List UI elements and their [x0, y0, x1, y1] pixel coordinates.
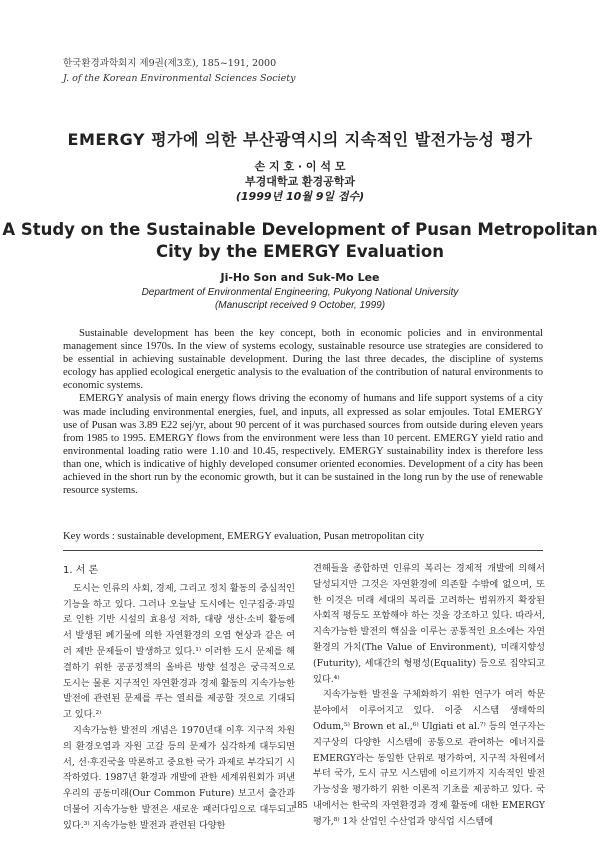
authors-english — [0, 271, 600, 312]
journal-header — [63, 56, 295, 86]
journal-line-ko: 한국환경과학회지 제9권(제3호), 185~191, 2000 — [63, 58, 277, 69]
author-names-ko: 손 지 호 · 이 석 모 — [254, 160, 346, 173]
title-english-line1: A Study on the Sustainable Development of Pusan Metropolitan — [2, 220, 598, 239]
body-paragraph: 견해들을 종합하면 인류의 복리는 경제적 개발에 의해서 달성되지만 그것은 자연환경에 의존할 수밖에 없으며, 또한 이것은 미래 세대의 복리를 고려하는 범위까지 확장된 사회적 평등도 포함해야 하는 것을 강조하고 있다. 따라서, 지속가능한 발전의 핵심을 이루는 공통적인 요소에는 자연환경의 가치(The Value of Environment), 미래지향성(Futurity), 세대간의 형평성(Equality) 등으로 집약되고 있다.⁴⁾ — [313, 563, 545, 685]
divider — [63, 550, 543, 551]
title-english-line2: City by the EMERGY Evaluation — [156, 242, 444, 261]
section-heading-introduction: 1. 서 론 — [63, 565, 99, 576]
title-english — [0, 219, 600, 263]
title-korean: EMERGY 평가에 의한 부산광역시의 지속적인 발전가능성 평가 — [67, 130, 533, 149]
body-paragraph: 지속가능한 발전을 구체화하기 위한 연구가 여러 학문 분야에서 이루어지고 있다. 이중 시스템 생태학의 Odum,⁵⁾ Brown et al.,⁶⁾ Ulgiati et al.⁷⁾ 등의 연구자는 지구상의 다양한 시스템에 공통으로 관여하는 에너지를 EMERGY라는 동일한 단위로 평가하여, 지구적 차원에서부터 국가, 도시 규모 시스템에 이르기까지 지속적인 발전가능성을 평가하기 위한 이론적 기초를 제공하고 있다. 국내에서는 한국의 자연환경과 경제 활동에 대한 EMERGY 평가,⁸⁾ 1차 산업인 수산업과 양식업 시스템에 — [313, 689, 545, 827]
received-date-en: (Manuscript received 9 October, 1999) — [214, 300, 386, 311]
author-names-en: Ji-Ho Son and Suk-Mo Lee — [220, 271, 380, 284]
page-number: 185 — [292, 800, 308, 811]
journal-line-en: J. of the Korean Environmental Sciences Society — [63, 73, 296, 84]
affiliation-ko: 부경대학교 환경공학과 — [244, 175, 356, 188]
abstract-paragraph-2: EMERGY analysis of main energy flows driving the economy of humans and life support systems of a city was made including environmental energies, fuel, and inputs, all expressed as solar emjoules. Total EMERGY use of Pusan was 3.89 E22 sej/yr, about 90 percent of it was purchased sources from outside during eleven years from 1985 to 1995. EMERGY flows from the environment were less than 10 percent. EMERGY yield ratio and environmental loading ratio were 1.10 and 10.45, respectively. EMERGY sustainability index is therefore less than one, which is indicative of highly developed consumer oriented economies. Development of a city has been achieved in the short run by the economic growth, but it can be sustained in the long run by the use of renewable resource systems. — [63, 393, 543, 497]
abstract — [63, 327, 543, 497]
affiliation-en: Department of Environmental Engineering, Pukyong National University — [141, 287, 459, 298]
body-column-right — [313, 561, 545, 830]
authors-korean — [0, 159, 600, 204]
abstract-paragraph-1: Sustainable development has been the key concept, both in economic policies and in environmental management since 1970s. In the view of systems ecology, sustainable resource use strategies are considered to be essential in achieving sustainable development. During the last three decades, the discipline of systems ecology has applied ecological energetic analysis to the evaluation of the contribution of natural environments to economic systems. — [63, 328, 543, 392]
received-date-ko: (1999년 10월 9일 접수) — [235, 190, 365, 203]
body-paragraph: 지속가능한 발전의 개념은 1970년대 이후 지구적 차원의 환경오염과 자원 고갈 등의 문제가 심각하게 대두되면서, 선·후진국을 막론하고 중요한 국가 과제로 부각되기 시작하였다. 1987년 환경과 개발에 관한 세계위원회가 펴낸 우리의 공동미래(Our Common Future) 보고서 출간과 더불어 지속가능한 발전은 새로운 패러다임으로 대두되고 있다.³⁾ 지속가능한 발전과 관련된 다양한 — [63, 724, 295, 831]
body-paragraph: 도시는 인류의 사회, 경제, 그리고 정치 활동의 중심적인 기능을 하고 있다. 그러나 오늘날 도시에는 인구집중·과밀로 인한 기반 시설의 효용성 저하, 대량 생산·소비 활동에서 발생된 폐기물에 의한 자연환경의 오염 현상과 같은 여러 제반 문제들이 발생하고 있다.¹⁾ 이러한 도시 문제를 해결하기 위한 공공정책의 올바른 방향 설정은 궁극적으로 도시는 물론 지구적인 자연환경과 경제 활동의 지속가능한 발전에 관련된 문제를 푸는 열쇠를 제공할 것으로 기대되고 있다.²⁾ — [63, 582, 295, 721]
body-column-left — [63, 563, 295, 834]
keywords: Key words : sustainable development, EMERGY evaluation, Pusan metropolitan city — [63, 531, 425, 542]
